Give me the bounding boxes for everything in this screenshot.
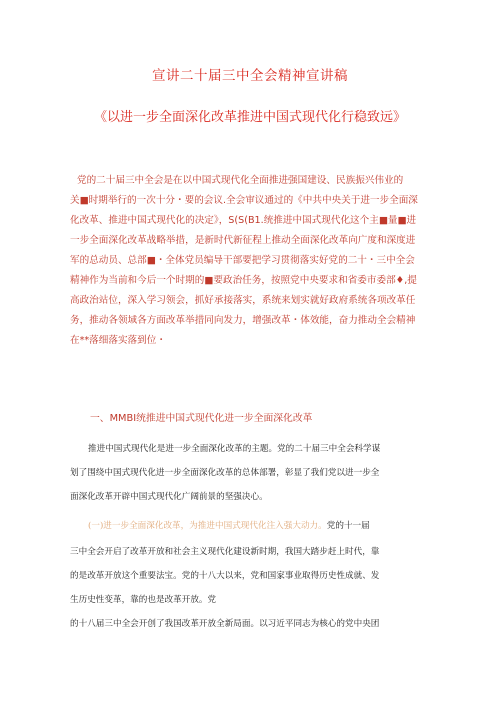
body-line: 划了围绕中国式现代化进一步全面深化改革的总体部署，彰显了我们党以进一步全	[70, 468, 380, 478]
subheading-line	[88, 519, 370, 531]
intro-line: 务，推动各领域各方面改革举措同向发力，增强改革・体效能，奋力推动全会精神	[70, 315, 416, 326]
body-line: 的是改革开放这个重要法宝。党的十八大以来，党和国家事业取得历史性成就、发	[70, 571, 380, 581]
intro-line: 在**落细落实落到位・	[70, 335, 166, 346]
section-heading: 一、MMBI统推进中国式现代化进一步全面深化改革	[90, 413, 313, 424]
intro-line: 精神作为当前和今后一个时期的■要政治任务，按照党中央要求和省委市委部♦,提	[70, 275, 417, 286]
intro-line: 化改革、推进中国式现代化的决定》，S(S(B1.统推进中国式现代化这个主■量■进	[70, 215, 417, 226]
body-line: 三中全会开启了改革开放和社会主义现代化建设新时期，我国大踏步赶上时代，靠	[70, 547, 380, 557]
body-line: 推进中国式现代化是进一步全面深化改革的主题。党的二十届三中全会科学谋	[88, 444, 381, 454]
intro-line: 高政治站位，深入学习领会，抓好承接落实，系统来划实就好政府系统各项改革任	[70, 295, 416, 306]
subheading-tail: 党的十一届	[326, 521, 370, 531]
body-line: 生历史性变革，靠的也是改革开放。党	[70, 595, 217, 605]
page-subtitle: 《以进一步全面深化改革推进中国式现代化行稳致远》	[93, 110, 406, 125]
body-line: 面深化改革开辟中国式现代化广阔前景的坚强决心。	[70, 492, 268, 502]
page-title: 宣讲二十届三中全会精神宣讲稿	[152, 68, 348, 84]
intro-line: 关■时期举行的一次十分・要的会议.全会审议通过的《中共中央关于进一步全面深	[70, 195, 418, 206]
body-line: 的十八届三中全会开创了我国改革开放全新局面。以习近平同志为核心的党中央团	[70, 619, 380, 629]
subheading-orange: (一)进一步全面深化改革，为推进中国式现代化注入强大动力。	[88, 521, 327, 531]
intro-line: 一步全面深化改革战略举措，是新时代新征程上推动全面深化改革向广度和深度进	[70, 235, 416, 246]
intro-line: 军的总动员、总部■・全体党员编导干部要把学习贯彻落实好党的二十・三中全会	[70, 255, 415, 266]
intro-line: 党的二十届三中全会是在以中国式现代化全面推进强国建设、民族振兴伟业的	[77, 175, 404, 186]
